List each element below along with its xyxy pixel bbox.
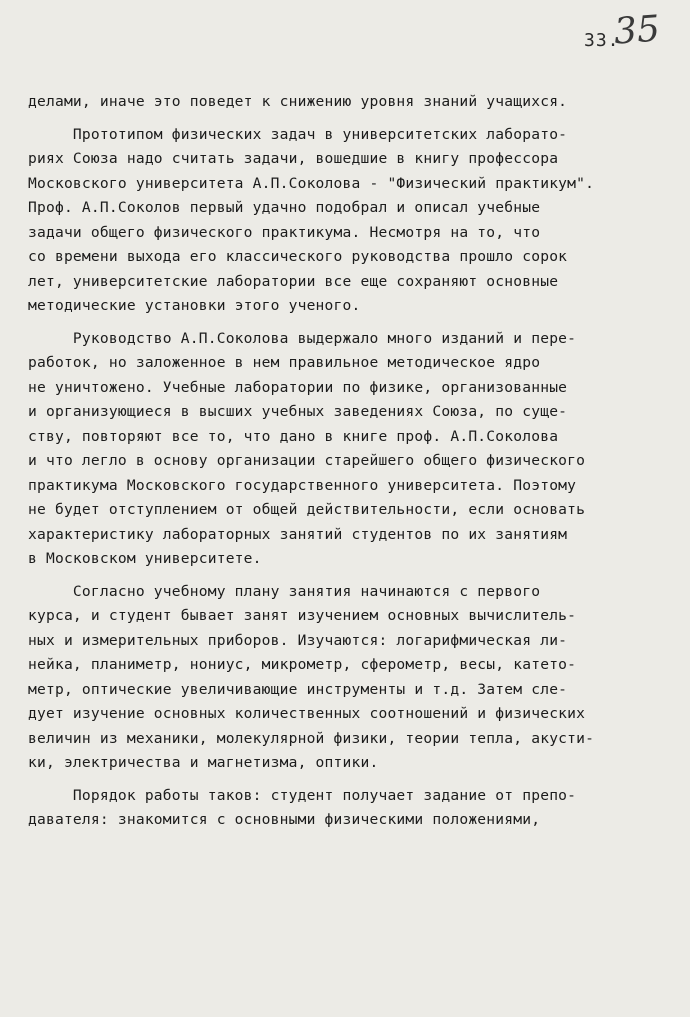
text-line: практикума Московского государственного университета. Поэтому xyxy=(28,476,577,494)
text-line: Прототипом физических задач в университетских лаборато- xyxy=(28,125,568,143)
text-line: риях Союза надо считать задачи, вошедшие в книгу профессора xyxy=(28,150,559,167)
text-line: и организующиеся в высших учебных заведениях Союза, по суще- xyxy=(28,403,568,420)
text-line: Московского университета А.П.Соколова - "Физический практикум". xyxy=(28,174,595,192)
text-line: метр, оптические увеличивающие инструменты и т.д. Затем сле- xyxy=(28,680,568,698)
text-line: методические установки этого ученого. xyxy=(28,297,361,314)
text-line: лет, университетские лаборатории все еще сохраняют основные xyxy=(28,272,559,290)
text-line: давателя: знакомится с основными физическими положениями, xyxy=(28,811,541,828)
text-line: задачи общего физического практикума. Несмотря на то, что xyxy=(28,223,541,241)
paragraph-spacer xyxy=(28,776,668,784)
text-line: со времени выхода его классического руководства прошло сорок xyxy=(28,248,568,265)
text-line: дует изучение основных количественных соотношений и физических xyxy=(28,705,586,722)
text-line: не уничтожено. Учебные лаборатории по физике, организованные xyxy=(28,378,568,396)
text-line: Проф. А.П.Соколов первый удачно подобрал и описал учебные xyxy=(28,199,541,216)
text-line: Согласно учебному плану занятия начинаются с первого xyxy=(28,582,541,600)
paragraph-spacer xyxy=(28,319,668,327)
text-line: ных и измерительных приборов. Изучаются: логарифмическая ли- xyxy=(28,631,568,649)
text-line: характеристику лабораторных занятий студентов по их занятиям xyxy=(28,525,568,543)
page-number: 33. xyxy=(584,30,620,51)
handwritten-page-number: 35 xyxy=(612,8,662,53)
document-body xyxy=(28,90,668,833)
text-line: и что легло в основу организации старейшего общего физического xyxy=(28,452,586,469)
paragraph xyxy=(28,90,668,115)
text-line: курса, и студент бывает занят изучением основных вычислитель- xyxy=(28,607,577,624)
paragraph xyxy=(28,580,668,776)
text-line: нейка, планиметр, нониус, микрометр, сферометр, весы, катето- xyxy=(28,656,577,673)
text-line: ки, электричества и магнетизма, оптики. xyxy=(28,754,379,771)
paragraph-spacer xyxy=(28,572,668,580)
paragraph-spacer xyxy=(28,115,668,123)
paragraph xyxy=(28,123,668,319)
text-line: в Московском университете. xyxy=(28,550,262,567)
text-line: Руководство А.П.Соколова выдержало много изданий и пере- xyxy=(28,329,577,347)
text-line: работок, но заложенное в нем правильное методическое ядро xyxy=(28,354,541,371)
paragraph xyxy=(28,784,668,833)
text-line: ству, повторяют все то, что дано в книге проф. А.П.Соколова xyxy=(28,427,559,445)
text-line: делами, иначе это поведет к снижению уровня знаний учащихся. xyxy=(28,93,568,110)
text-line: не будет отступлением от общей действительности, если основать xyxy=(28,501,586,518)
text-line: Порядок работы таков: студент получает задание от препо- xyxy=(28,786,577,804)
text-line: величин из механики, молекулярной физики, теории тепла, акусти- xyxy=(28,729,595,747)
paragraph xyxy=(28,327,668,572)
